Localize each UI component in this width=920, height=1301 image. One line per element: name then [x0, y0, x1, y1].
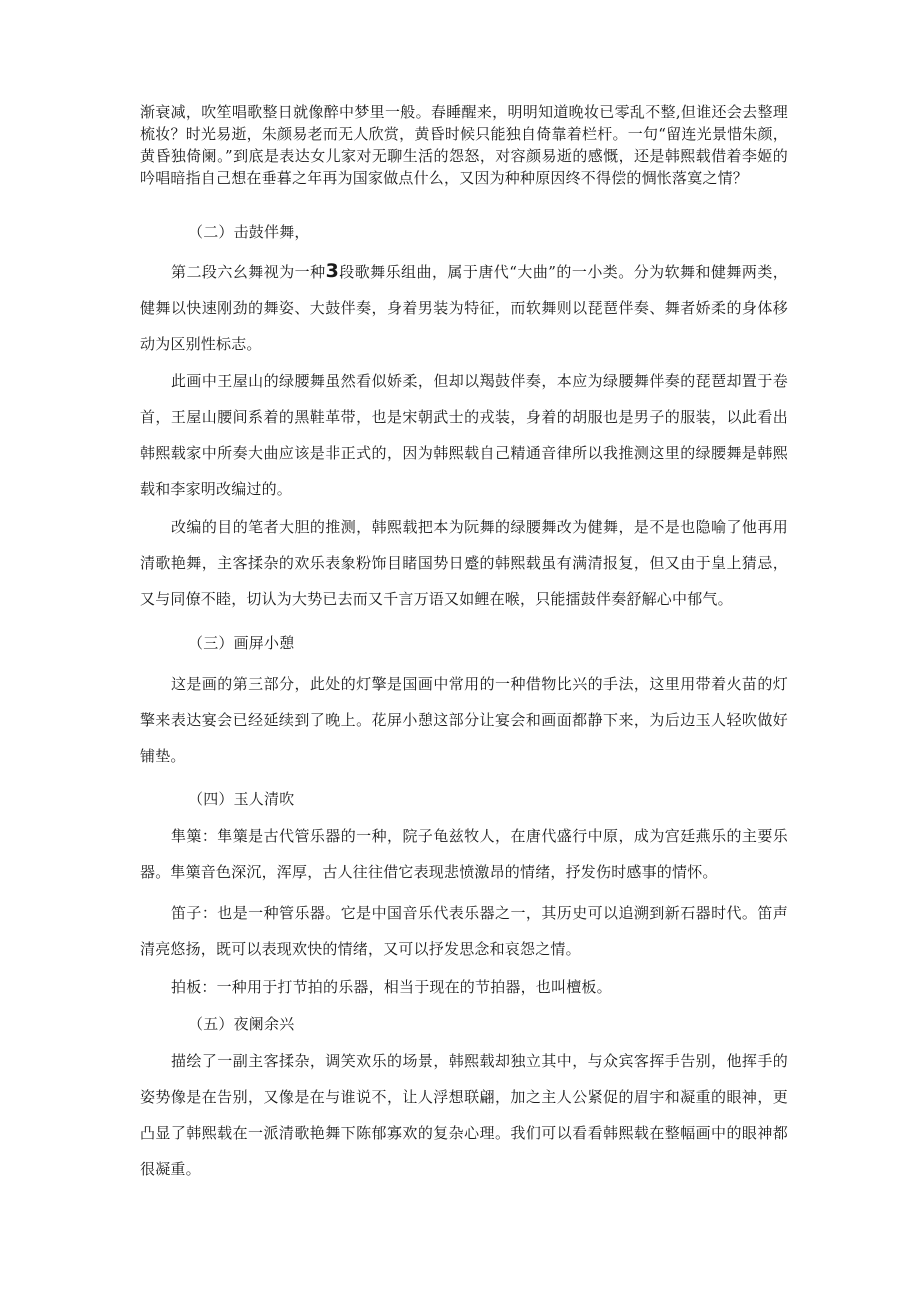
paragraph-flute — [140, 895, 788, 967]
paragraph-text-a: 第二段六幺舞视为一种 — [171, 263, 326, 281]
paragraph-text: 渐衰减，吹笙唱歌整日就像醉中梦里一般。春睡醒来，明明知道晚妆已零乱不整,但谁还会去整理梳妆？时光易逝，朱颜易老而无人欣赏，黄昏时候只能独自倚靠着栏杆。一句“留连光景惜朱颜，黄昏独倚阑。”到底是表达女儿家对无聊生活的怨怒，对容颜易逝的感慨，还是韩熙载借着李姬的吟唱暗指自己想在垂暮之年再为国家做点什么，又因为种种原因终不得偿的惆怅落寞之情？ — [140, 103, 788, 187]
section-heading-3: （三）画屏小憩 — [188, 634, 295, 652]
section-heading-4: （四）玉人清吹 — [188, 790, 295, 808]
paragraph-six-yao-dance — [140, 253, 788, 362]
paragraph-text: 拍板：一种用于打节拍的乐器，相当于现在的节拍器，也叫檀板。 — [171, 978, 612, 996]
paragraph-text: 笛子：也是一种管乐器。它是中国音乐代表乐器之一，其历史可以追溯到新石器时代。笛声清亮悠扬，既可以表现欢快的情绪，又可以抒发思念和哀怨之情。 — [140, 904, 788, 958]
paragraph-night-end — [140, 1043, 788, 1187]
paragraph-clapper — [140, 974, 788, 1000]
paragraph-text: 隼篥：隼篥是古代管乐器的一种，院子龟兹牧人，在唐代盛行中原，成为宫廷燕乐的主要乐器。隼篥音色深沉，浑厚，古人往往借它表现悲愤激昂的情绪，抒发伤时感事的情怀。 — [140, 827, 788, 881]
paragraph-bili — [140, 818, 788, 890]
section-heading-5: （五）夜阑余兴 — [188, 1015, 295, 1033]
paragraph-intro-continued — [140, 101, 788, 189]
paragraph-screen-rest — [140, 666, 788, 774]
section-heading-2: （二）击鼓伴舞， — [188, 223, 310, 241]
paragraph-text: 此画中王屋山的绿腰舞虽然看似娇柔，但却以羯鼓伴奏，本应为绿腰舞伴奏的琵琶却置于卷首，王屋山腰间系着的黑鞋革带，也是宋朝武士的戎装，身着的胡服也是男子的服装，以此看出韩熙载家中所奏大曲应该是非正式的，因为韩熙载自己精通音律所以我推测这里的绿腰舞是韩熙载和李家明改编过的。 — [140, 372, 788, 498]
paragraph-text: 改编的目的笔者大胆的推测，韩熙载把本为阮舞的绿腰舞改为健舞，是不是也隐喻了他再用清歌艳舞，主客揉杂的欢乐表象粉饰目睹国势日蹙的韩熙载虽有满清报复，但又由于皇上猜忌，又与同僚不睦，切认为大势已去而又千言万语又如鲤在喉，只能擂鼓伴奏舒解心中郁气。 — [140, 518, 788, 608]
paragraph-adaptation — [140, 509, 788, 617]
paragraph-text: 描绘了一副主客揉杂，调笑欢乐的场景，韩熙载却独立其中，与众宾客挥手告别，他挥手的姿势像是在告别，又像是在与谁说不，让人浮想联翩，加之主人公紧促的眉宇和凝重的眼神，更凸显了韩熙载在一派清歌艳舞下陈郁寡欢的复杂心理。我们可以看看韩熙载在整幅画中的眼神都很凝重。 — [140, 1052, 788, 1178]
paragraph-text-b: 段歌舞乐组曲，属于唐代“大曲”的一小类。分为软舞和健舞两类，健舞以快速刚劲的舞姿、大鼓伴奏，身着男装为特征，而软舞则以琵琶伴奏、舞者娇柔的身体移动为区别性标志。 — [140, 263, 788, 353]
paragraph-green-waist-dance — [140, 363, 788, 507]
paragraph-text: 这是画的第三部分，此处的灯擎是国画中常用的一种借物比兴的手法，这里用带着火苗的灯擎来表达宴会已经延续到了晚上。花屏小憩这部分让宴会和画面都静下来，为后边玉人轻吹做好铺垫。 — [140, 675, 788, 765]
paragraph-number: 3 — [325, 260, 339, 282]
